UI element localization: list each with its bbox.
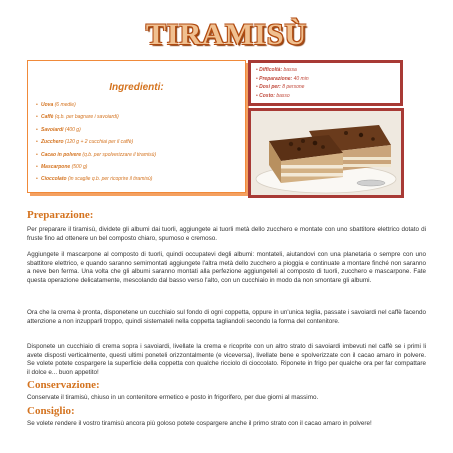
- ingredients-heading: Ingredienti:: [109, 82, 164, 93]
- conservazione-heading: Conservazione:: [27, 379, 100, 391]
- list-item: • Difficoltà: bassa: [256, 67, 297, 73]
- list-item: • Zucchero (120 g + 2 cucchiai per il caffè): [36, 136, 156, 148]
- list-item: • Preparazione: 40 min: [256, 75, 309, 82]
- ingredients-list: [36, 99, 156, 186]
- consiglio-text: Se volete rendere il vostro tiramisù ancora più goloso potete cospargere anche il primo strato con il cacao amaro in polvere!: [27, 420, 372, 427]
- bullet-icon: •: [36, 139, 38, 146]
- list-item: • Cioccolato (in scaglie q.b. per ricoprire il tiramisù): [36, 173, 156, 185]
- recipe-title: TIRAMISÙ: [145, 18, 308, 51]
- list-item: • Mascarpone (500 g): [36, 161, 156, 173]
- list-item: • Cacao in polvere (q.b. per spolverizzare il tiramisù): [36, 149, 156, 161]
- bullet-icon: •: [36, 151, 38, 158]
- conservazione-text: Conservate il tiramisù, chiuso in un contenitore ermetico e posto in frigorifero, per due giorni al massimo.: [27, 394, 319, 401]
- preparazione-paragraph-3: Ora che la crema è pronta, disponetene un cucchiaio sul fondo di ogni coppetta, oppure in un'unica teglia, passate i savoiardi nel caffè facendo attenzione a non inzupparli troppo, quindi sistemateli nella coppetta tagliandoli secondo la forma del contenitore.: [27, 309, 426, 325]
- preparazione-paragraph-4: Disponete un cucchiaio di crema sopra i savoiardi, livellate la crema e ricoprite con un altro strato di savoiardi imbevuti nel caffè se i primi li avete disposti verticalmente, questi ultimi poneteli orizzontalmente (e viceversa), livellate bene e spolverizzate con il cacao amaro in polvere. Se volete potete cospargere la superficie della coppetta con qualche ricciolo di cioccolato. Riponete in frigo per qualche ora per far compattare il dolce e... buon appetito!: [27, 343, 426, 376]
- bullet-icon: •: [36, 102, 38, 108]
- bullet-icon: •: [36, 176, 38, 183]
- recipe-info-list: [256, 66, 309, 100]
- preparazione-paragraph-1: Per preparare il tiramisù, dividete gli albumi dai tuorli, aggiungete ai tuorli metà dello zucchero e montate con uno sbattitore elettrico dotato di fruste fino ad ottenere un bel composto chiaro, spumoso e cremoso.: [27, 226, 426, 242]
- bullet-icon: •: [36, 164, 38, 171]
- tiramisu-photo: [248, 108, 404, 198]
- list-item: • Savoiardi (400 g): [36, 124, 156, 136]
- list-item: • Dosi per: 8 persone: [256, 84, 305, 91]
- recipe-info-box: [248, 60, 403, 106]
- bullet-icon: •: [36, 126, 38, 133]
- list-item: • Costo: basso: [256, 92, 290, 99]
- ingredients-box: [27, 60, 246, 193]
- consiglio-heading: Consiglio:: [27, 405, 75, 417]
- tiramisu-image-icon: [251, 111, 401, 195]
- preparazione-paragraph-2: Aggiungete il mascarpone al composto di tuorli, quindi occupatevi degli albumi: montateli, aiutandovi con una planetaria o sempre con uno sbattitore elettrico, e quando saranno semimontati aggiungete l'altra metà dello zucchero a pioggia e continuate a montare finché non saranno a neve ben ferma. Una volta che gli albumi saranno montati alla perfezione aggiungeteli al composto di tuorli, zucchero e mascarpone. Fate questa operazione delicatamente, mescolando dal basso verso l'alto, con un cucchiaio in modo da non smontare gli albumi.: [27, 251, 426, 284]
- list-item: • Uova (6 medie): [36, 99, 156, 111]
- preparazione-heading: Preparazione:: [27, 209, 94, 221]
- list-item: • Caffè (q.b. per bagnare i savoiardi): [36, 111, 156, 123]
- bullet-icon: •: [36, 114, 38, 121]
